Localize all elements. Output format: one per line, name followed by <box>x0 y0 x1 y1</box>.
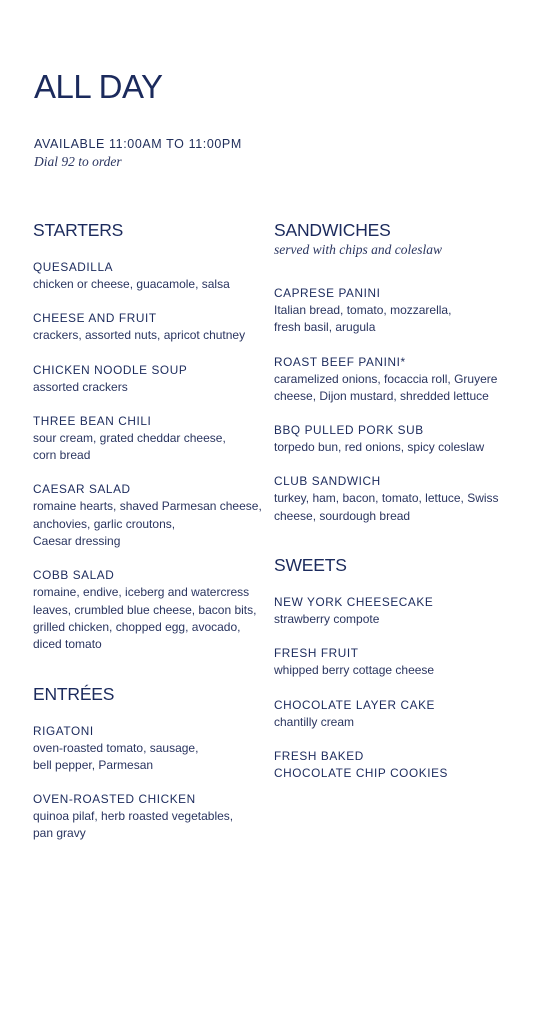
section-title-starters: STARTERS <box>33 220 124 240</box>
item-description: whipped berry cottage cheese <box>274 663 435 678</box>
menu-item <box>33 791 265 843</box>
item-description: romaine, endive, iceberg and watercress leaves, crumbled blue cheese, bacon bits, grilled chicken, chopped egg, avocado, diced tomato <box>33 585 257 652</box>
section-title-entrees: ENTRÉES <box>33 683 115 704</box>
menu-item <box>33 481 265 550</box>
section-title-sweets: SWEETS <box>274 555 347 576</box>
left-column <box>33 220 265 843</box>
item-description: quinoa pilaf, herb roasted vegetables, pan gravy <box>33 809 234 841</box>
menu-item <box>33 310 265 344</box>
right-column <box>274 220 514 782</box>
item-name: NEW YORK CHEESECAKE <box>274 595 434 610</box>
item-description: strawberry compote <box>274 612 380 627</box>
item-name: FRESH BAKED CHOCOLATE CHIP COOKIES <box>274 748 449 780</box>
menu-item <box>274 697 514 731</box>
menu-item <box>33 413 265 465</box>
item-description: oven-roasted tomato, sausage, bell pepper, Parmesan <box>33 740 199 772</box>
item-name: CHOCOLATE LAYER CAKE <box>274 697 436 712</box>
item-name: FRESH FRUIT <box>274 646 359 661</box>
item-name: QUESADILLA <box>33 260 114 274</box>
item-name: THREE BEAN CHILI <box>33 413 152 428</box>
item-name: CHICKEN NOODLE SOUP <box>33 362 188 377</box>
section-subtitle-sandwiches: served with chips and coleslaw <box>274 242 442 257</box>
item-name: OVEN-ROASTED CHICKEN <box>33 792 196 807</box>
item-description: assorted crackers <box>33 379 128 394</box>
item-description: Italian bread, tomato, mozzarella, fresh basil, arugula <box>274 303 452 335</box>
section-title-sandwiches: SANDWICHES <box>274 220 391 240</box>
item-name: ROAST BEEF PANINI* <box>274 354 406 369</box>
item-description: romaine hearts, shaved Parmesan cheese, anchovies, garlic croutons, Caesar dressing <box>33 499 262 549</box>
item-name: CAESAR SALAD <box>33 482 131 497</box>
item-name: BBQ PULLED PORK SUB <box>274 423 424 438</box>
item-name: COBB SALAD <box>33 568 115 583</box>
item-name: CHEESE AND FRUIT <box>33 311 157 326</box>
menu-item <box>274 422 514 456</box>
menu-item <box>274 354 514 406</box>
menu-item <box>274 594 514 628</box>
item-description: sour cream, grated cheddar cheese, corn bread <box>33 430 226 463</box>
item-description: caramelized onions, focaccia roll, Gruyere cheese, Dijon mustard, shredded lettuce <box>274 371 498 403</box>
sandwiches-section <box>274 220 514 525</box>
menu-item <box>33 567 265 653</box>
menu-item <box>33 362 265 396</box>
sweets-section <box>274 555 514 782</box>
menu-item <box>274 748 514 782</box>
menu-item <box>274 285 514 337</box>
dial-to-order: Dial 92 to order <box>34 154 122 169</box>
item-name: RIGATONI <box>33 723 94 738</box>
starters-section <box>33 220 265 654</box>
menu-item <box>274 473 514 525</box>
item-description: chantilly cream <box>274 714 355 729</box>
page-title: ALL DAY <box>34 68 163 105</box>
menu-item <box>274 645 514 679</box>
item-description: turkey, ham, bacon, tomato, lettuce, Swiss cheese, sourdough bread <box>274 491 499 523</box>
item-description: chicken or cheese, guacamole, salsa <box>33 277 230 291</box>
item-description: crackers, assorted nuts, apricot chutney <box>33 328 246 343</box>
item-name: CAPRESE PANINI <box>274 286 381 300</box>
availability-hours: AVAILABLE 11:00AM TO 11:00PM <box>34 137 242 151</box>
item-name: CLUB SANDWICH <box>274 474 381 489</box>
menu-item <box>33 259 265 293</box>
entrees-section <box>33 684 265 843</box>
menu-item <box>33 723 265 775</box>
item-description: torpedo bun, red onions, spicy coleslaw <box>274 440 485 455</box>
